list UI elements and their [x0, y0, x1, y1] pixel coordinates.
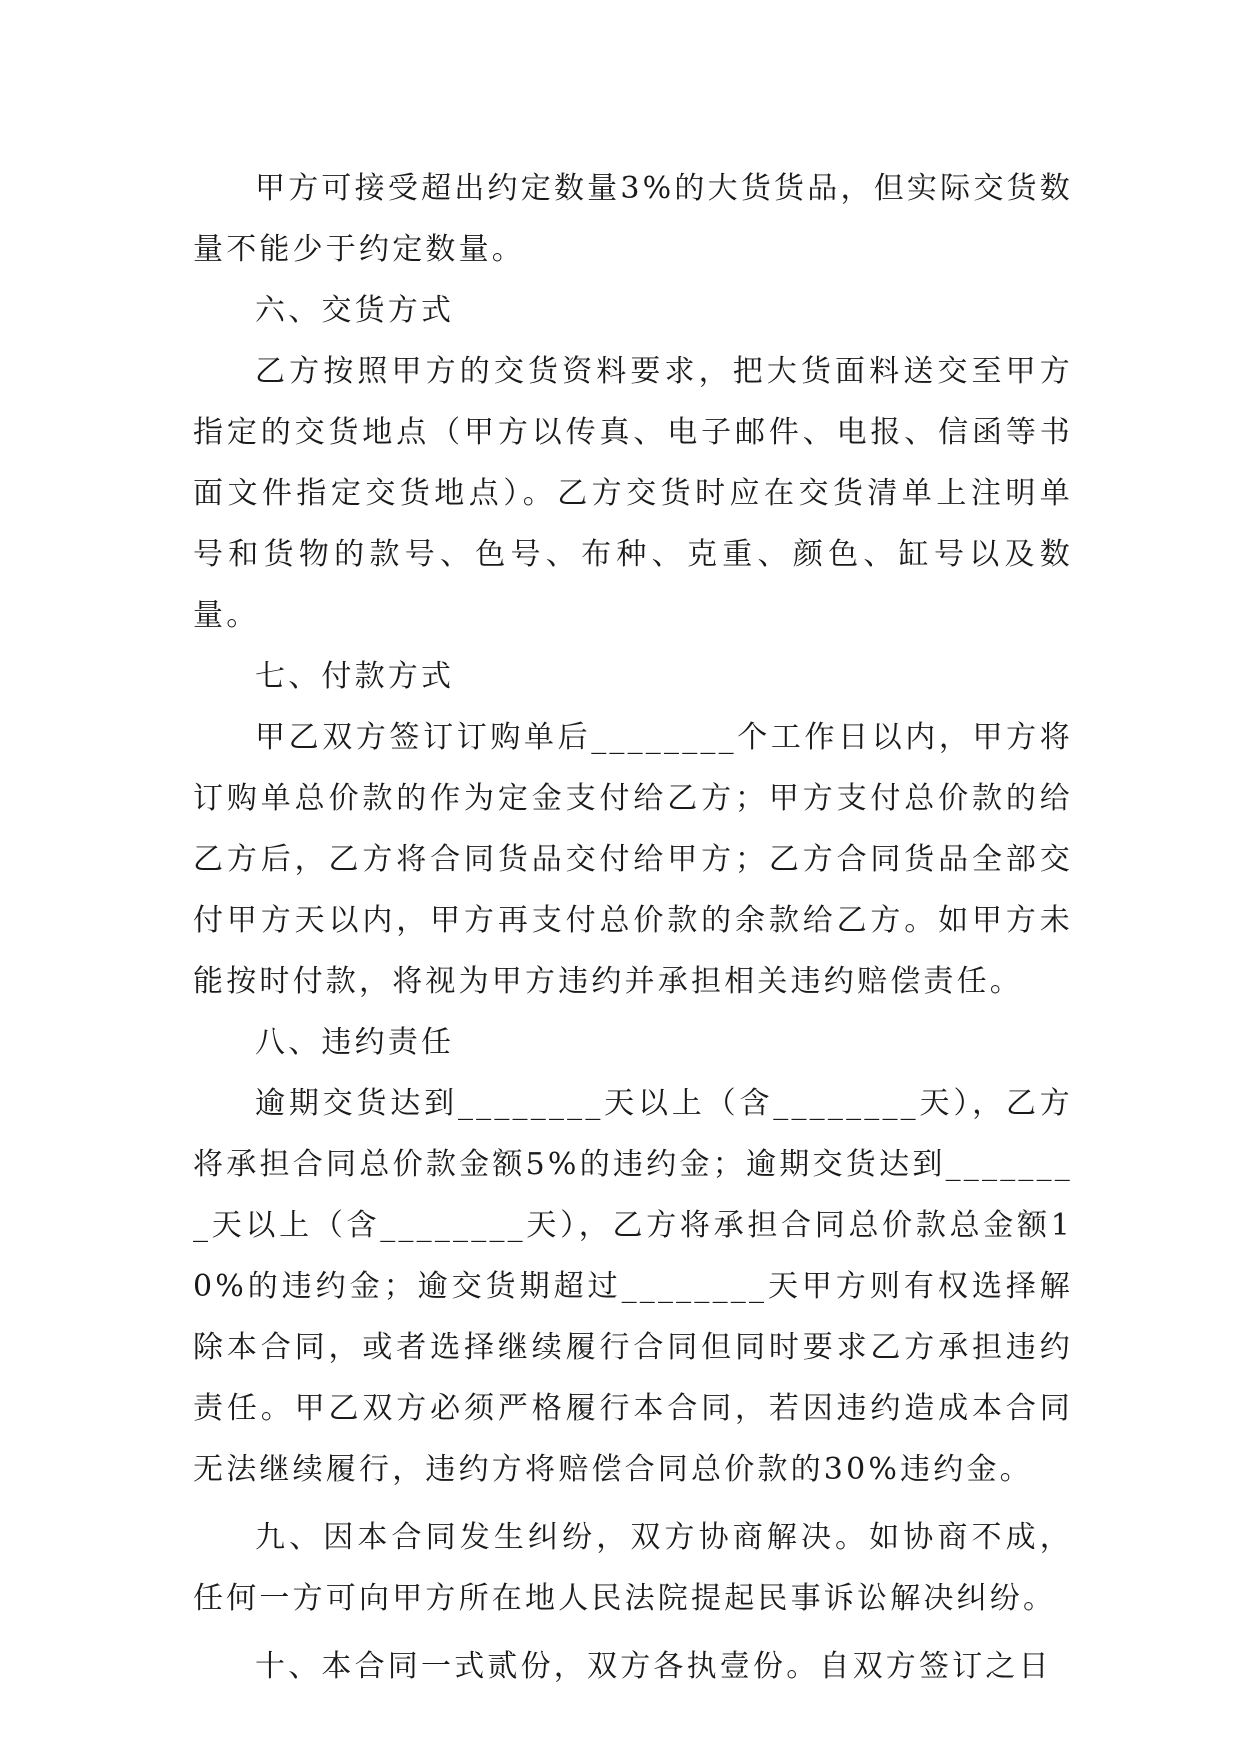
section-heading-payment-method: 七、付款方式 — [255, 659, 455, 694]
section-heading-breach-liability: 八、违约责任 — [255, 1025, 455, 1060]
paragraph-payment-terms: 甲乙双方签订订购单后________个工作日以内，甲方将订购单总价款的作为定金支付给乙方；甲方支付总价款的给乙方后，乙方将合同货品交付给甲方；乙方合同货品全部交付甲方天以内，甲方再支付总价款的余款给乙方。如甲方未能按时付款，将视为甲方违约并承担相关违约赔偿责任。 — [193, 720, 1073, 999]
paragraph-delivery-terms: 乙方按照甲方的交货资料要求，把大货面料送交至甲方指定的交货地点（甲方以传真、电子邮件、电报、信函等书面文件指定交货地点）。乙方交货时应在交货清单上注明单号和货物的款号、色号、布种、克重、颜色、缸号以及数量。 — [193, 354, 1073, 633]
paragraph-quantity-tolerance: 甲方可接受超出约定数量3%的大货货品，但实际交货数量不能少于约定数量。 — [193, 171, 1073, 267]
paragraph-copies-clause: 十、本合同一式贰份，双方各执壹份。自双方签订之日 — [255, 1649, 1052, 1684]
section-heading-delivery-method: 六、交货方式 — [255, 293, 455, 328]
document-body — [193, 158, 1073, 1697]
paragraph-dispute-resolution: 九、因本合同发生纠纷，双方协商解决。如协商不成，任何一方可向甲方所在地人民法院提起民事诉讼解决纠纷。 — [193, 1520, 1073, 1616]
paragraph-breach-terms: 逾期交货达到________天以上（含________天），乙方将承担合同总价款金额5%的违约金；逾期交货达到________天以上（含________天），乙方将承担合同总价款总金额10%的违约金；逾交货期超过________天甲方则有权选择解除本合同，或者选择继续履行合同但同时要求乙方承担违约责任。甲乙双方必须严格履行本合同，若因违约造成本合同无法继续履行，违约方将赔偿合同总价款的30%违约金。 — [193, 1086, 1073, 1487]
